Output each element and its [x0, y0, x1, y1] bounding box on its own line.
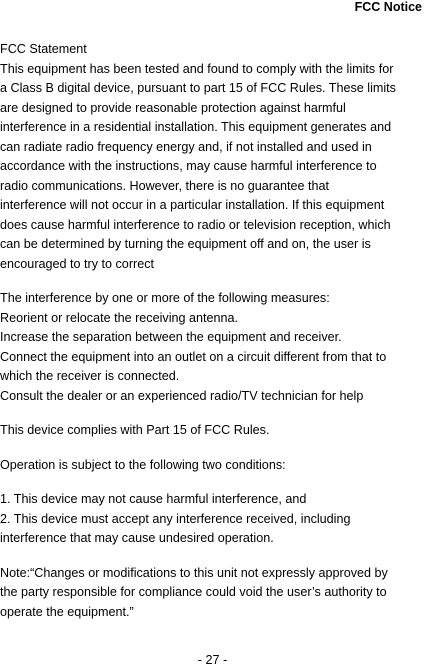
statement-line: can radiate radio frequency energy and, if not installed and used in — [0, 139, 372, 154]
measures-intro: The interference by one or more of the following measures: — [0, 291, 330, 305]
compliance-paragraph — [0, 421, 423, 441]
measure-item: Reorient or relocate the receiving antenna. — [0, 310, 239, 325]
condition-item: interference that may cause undesired operation. — [0, 531, 274, 545]
statement-line: can be determined by turning the equipment off and on, the user is — [0, 237, 371, 251]
statement-heading: FCC Statement — [0, 42, 87, 56]
conditions-intro-text: Operation is subject to the following two conditions: — [0, 457, 286, 472]
note-line: the party responsible for compliance could void the user’s authority to — [0, 585, 387, 599]
statement-line: encouraged to try to correct — [0, 256, 155, 271]
statement-line: interference will not occur in a particular installation. If this equipment — [0, 198, 385, 212]
page-number: - 27 - — [197, 653, 228, 667]
statement-line: interference in a residential installation. This equipment generates and — [0, 120, 392, 134]
note-line: operate the equipment.” — [0, 604, 134, 619]
page-header-title: FCC Notice — [354, 0, 422, 14]
statement-line: are designed to provide reasonable protection against harmful — [0, 100, 346, 115]
measure-item: Connect the equipment into an outlet on a circuit different from that to — [0, 349, 387, 364]
measure-item: which the receiver is connected. — [0, 369, 180, 383]
measure-item: Increase the separation between the equipment and receiver. — [0, 330, 342, 344]
compliance-text: This device complies with Part 15 of FCC Rules. — [0, 423, 270, 437]
statement-line: a Class B digital device, pursuant to part 15 of FCC Rules. These limits — [0, 81, 396, 95]
note-paragraph — [0, 564, 423, 623]
condition-item: 2. This device must accept any interference received, including — [0, 511, 351, 526]
document-body — [0, 40, 423, 622]
conditions-intro-paragraph — [0, 456, 423, 476]
note-line: Note:“Changes or modifications to this unit not expressly approved by — [0, 565, 388, 580]
statement-line: radio communications. However, there is no guarantee that — [0, 178, 330, 193]
measure-item: Consult the dealer or an experienced radio/TV technician for help — [0, 388, 364, 403]
statement-line: This equipment has been tested and found to comply with the limits for — [0, 61, 394, 76]
statement-line: accordance with the instructions, may cause harmful interference to — [0, 159, 377, 173]
conditions-list — [0, 490, 423, 549]
measures-paragraph — [0, 289, 423, 406]
fcc-statement-paragraph — [0, 40, 423, 274]
condition-item: 1. This device may not cause harmful interference, and — [0, 492, 307, 506]
statement-line: does cause harmful interference to radio or television reception, which — [0, 217, 391, 232]
